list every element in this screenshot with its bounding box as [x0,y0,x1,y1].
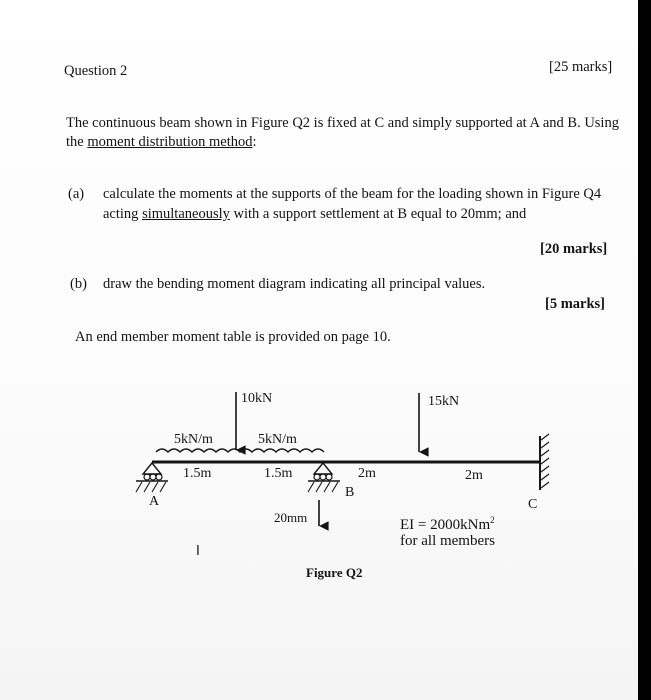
ei-exponent: 2 [490,515,495,525]
ei-value: EI = 2000kNm [400,517,491,533]
load-10kn-label: 10kN [241,391,273,406]
intro-line-2-suffix: : [252,134,257,150]
support-c-fixed-symbol [540,434,549,490]
settlement-label: 20mm [274,510,308,525]
table-note: An end member moment table is provided on page 10. [75,329,391,345]
span-4-label: 2m [465,468,483,483]
span-3-label: 2m [358,466,376,481]
udl-symbol [156,449,324,452]
part-a-line-1: calculate the moments at the supports of the beam for the loading shown in Figure Q4 [103,186,602,202]
support-a-label: A [149,494,160,509]
part-a-line-2-prefix: acting [103,206,143,222]
total-marks: [25 marks] [549,59,613,75]
ei-label [400,512,495,533]
ei-note: for all members [400,533,495,549]
support-b-label: B [345,485,355,500]
text-cursor-icon: I [196,544,200,559]
intro-line-1: The continuous beam shown in Figure Q2 is fixed at C and simply supported at A and B. Using [66,115,619,131]
method-name: moment distribution method [87,134,253,150]
part-b-marks: [5 marks] [545,296,606,312]
udl-left-label: 5kN/m [174,432,213,447]
support-a-symbol [136,463,168,492]
part-b-text: draw the bending moment diagram indicating all principal values. [103,276,486,292]
part-a-marks: [20 marks] [540,241,608,257]
simultaneously-word: simultaneously [142,206,230,222]
support-c-label: C [528,497,538,512]
part-a-line-2-suffix: with a support settlement at B equal to 20mm; and [229,206,527,222]
support-b-symbol [308,463,340,492]
figure-caption: Figure Q2 [306,565,363,580]
span-1-label: 1.5m [183,466,212,481]
span-2-label: 1.5m [264,466,293,481]
load-15kn-label: 15kN [428,394,460,409]
intro-line-2-prefix: the [66,134,88,150]
part-a-label: (a) [68,186,85,202]
part-b-label: (b) [70,276,87,292]
udl-right-label: 5kN/m [258,432,297,447]
question-title: Question 2 [64,63,128,79]
